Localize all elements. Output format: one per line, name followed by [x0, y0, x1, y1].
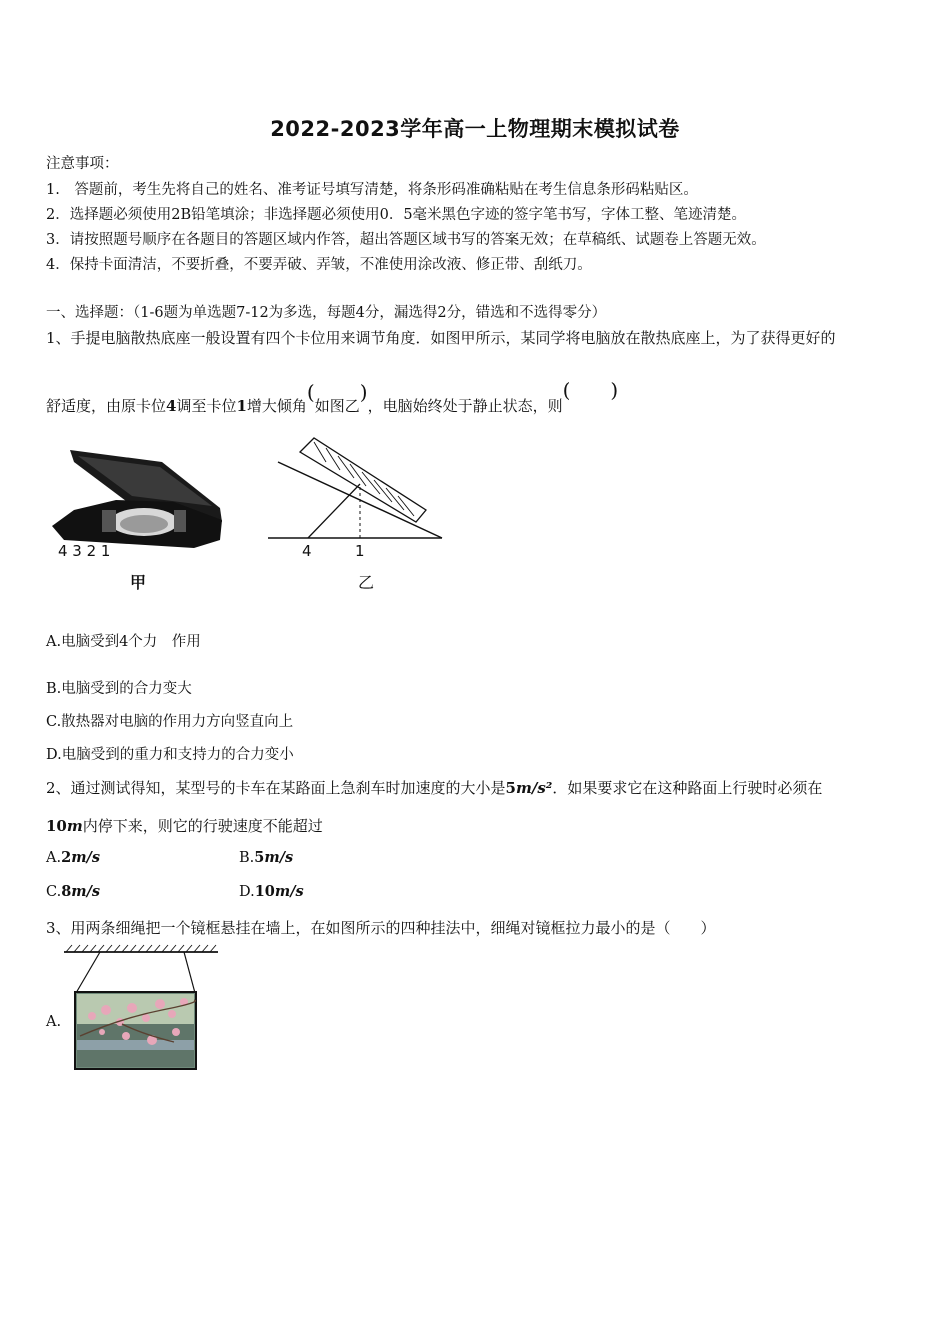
rope-right: [184, 952, 195, 993]
q2-option-c: C.8m/s: [46, 883, 101, 900]
q1-stem-line1: 1、手提电脑散热底座一般设置有四个卡位用来调节角度．如图甲所示，某同学将电脑放在散热底座上，为了获得更好的: [46, 329, 836, 347]
q2-option-a: A.2m/s: [46, 849, 100, 866]
section-heading: 一、选择题：（1-6题为单选题7-12为多选，每题4分，漏选得2分，错选和不选得零分）: [46, 305, 607, 321]
slot-numbers: 4 3 2 1: [58, 542, 111, 560]
notice-item-4: 4．保持卡面清洁，不要折叠，不要弄破、弄皱，不准使用涂改液、修正带、刮纸刀。: [46, 257, 592, 273]
page-title: 2022-2023学年高一上物理期末模拟试卷: [270, 117, 680, 141]
rope-left: [76, 952, 100, 993]
q2-stem-line2: 10m内停下来，则它的行驶速度不能超过: [46, 817, 323, 835]
notice-item-1: 1. 答题前，考生先将自己的姓名、准考证号填写清楚，将条形码准确粘贴在考生信息条形码粘贴区。: [46, 182, 698, 198]
notice-heading: 注意事项：: [46, 156, 119, 172]
q1-option-b: B.电脑受到的合力变大: [46, 681, 192, 697]
position-4-label: 4: [302, 542, 312, 560]
q2-stem-line1: 2、通过测试得知，某型号的卡车在某路面上急刹车时加速度的大小是5m/s²．如果要求它在这种路面上行驶时必须在: [46, 779, 823, 797]
q1-stem-line2: 舒适度，由原卡位4调至卡位1增大倾角(如图乙)，电脑始终处于静止状态，则( ): [46, 378, 619, 415]
figure-a-label: 甲: [130, 573, 147, 592]
figure-hanging-frame: [62, 944, 222, 1074]
q1-option-d: D.电脑受到的重力和支持力的合力变小: [46, 747, 294, 763]
q2-option-d: D.10m/s: [239, 883, 304, 900]
figure-b-label: 乙: [358, 573, 375, 592]
q1-option-c: C.散热器对电脑的作用力方向竖直向上: [46, 714, 294, 730]
figure-incline-diagram: [264, 432, 449, 597]
notice-item-3: 3．请按照题号顺序在各题目的答题区域内作答，超出答题区域书写的答案无效；在草稿纸、试题卷上答题无效。: [46, 232, 766, 248]
notice-item-2: 2．选择题必须使用2B铅笔填涂；非选择题必须使用0．5毫米黑色字迹的签字笔书写，字体工整、笔迹清楚。: [46, 207, 747, 223]
position-1-label: 1: [355, 542, 365, 560]
q1-option-a: A.电脑受到4个力 作用: [46, 634, 201, 650]
q3-stem: 3、用两条细绳把一个镜框悬挂在墙上，在如图所示的四种挂法中，细绳对镜框拉力最小的是（ ）: [46, 919, 716, 937]
q2-option-b: B.5m/s: [239, 849, 294, 866]
figure-laptop-stand: [44, 440, 234, 600]
q3-option-a-label: A.: [46, 1014, 62, 1030]
